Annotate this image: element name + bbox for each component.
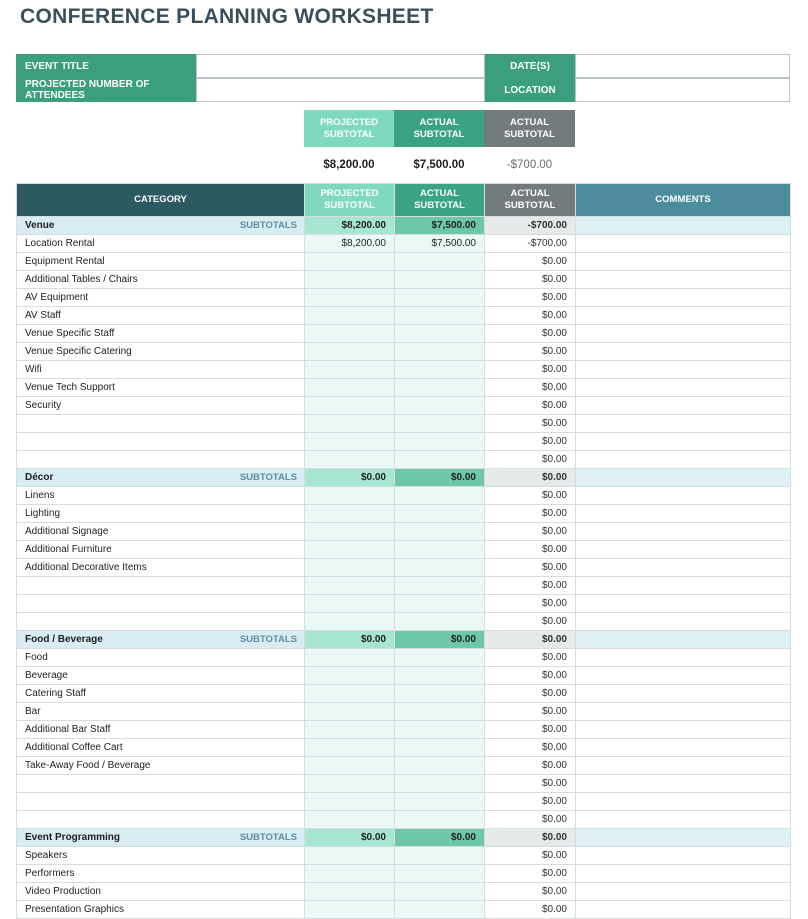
item-variance: $0.00: [485, 613, 576, 631]
item-variance: $0.00: [485, 397, 576, 415]
item-actual[interactable]: [395, 649, 485, 667]
page-title: CONFERENCE PLANNING WORKSHEET: [20, 5, 434, 28]
table-row: [17, 613, 791, 631]
item-projected[interactable]: [305, 541, 395, 559]
section-comment[interactable]: [576, 217, 791, 235]
item-projected[interactable]: [305, 847, 395, 865]
item-actual[interactable]: [395, 613, 485, 631]
section-variance: $0.00: [485, 631, 576, 649]
item-variance: $0.00: [485, 343, 576, 361]
item-variance: $0.00: [485, 361, 576, 379]
item-name[interactable]: Additional Coffee Cart: [17, 739, 305, 757]
section-row: [17, 631, 791, 649]
item-name[interactable]: Performers: [17, 865, 305, 883]
item-variance: $0.00: [485, 649, 576, 667]
item-name[interactable]: Catering Staff: [17, 685, 305, 703]
item-actual[interactable]: [395, 577, 485, 595]
item-projected[interactable]: [305, 325, 395, 343]
item-variance: $0.00: [485, 307, 576, 325]
item-variance: $0.00: [485, 847, 576, 865]
item-name[interactable]: Venue Specific Catering: [17, 343, 305, 361]
item-variance: $0.00: [485, 487, 576, 505]
item-comment[interactable]: [576, 451, 791, 469]
item-comment[interactable]: [576, 757, 791, 775]
table-row: [17, 577, 791, 595]
dates-label: DATE(S): [485, 54, 575, 78]
section-name: Event Programming: [25, 832, 121, 843]
item-variance: $0.00: [485, 289, 576, 307]
section-actual[interactable]: $7,500.00: [395, 217, 485, 235]
section-row: [17, 217, 791, 235]
table-row: [17, 811, 791, 829]
item-variance: $0.00: [485, 433, 576, 451]
item-comment[interactable]: [576, 613, 791, 631]
item-projected[interactable]: [305, 379, 395, 397]
attendees-label: PROJECTED NUMBER OF ATTENDEES: [16, 78, 196, 102]
item-actual[interactable]: [395, 901, 485, 919]
section-projected[interactable]: $8,200.00: [305, 217, 395, 235]
item-actual[interactable]: [395, 397, 485, 415]
item-variance: $0.00: [485, 541, 576, 559]
item-projected[interactable]: [305, 775, 395, 793]
section-row: [17, 829, 791, 847]
item-comment[interactable]: [576, 379, 791, 397]
item-actual[interactable]: [395, 433, 485, 451]
summary-projected-value: $8,200.00: [323, 159, 375, 171]
item-actual[interactable]: [395, 289, 485, 307]
item-comment[interactable]: [576, 361, 791, 379]
attendees-field[interactable]: [196, 78, 485, 102]
summary-variance-value: -$700.00: [506, 159, 553, 171]
table-row: [17, 865, 791, 883]
item-variance: $0.00: [485, 685, 576, 703]
section-comment[interactable]: [576, 829, 791, 847]
item-actual[interactable]: $7,500.00: [395, 235, 485, 253]
item-comment[interactable]: [576, 505, 791, 523]
item-actual[interactable]: [395, 775, 485, 793]
item-comment[interactable]: [576, 685, 791, 703]
item-actual[interactable]: [395, 865, 485, 883]
category-header: CATEGORY: [17, 184, 305, 217]
item-name[interactable]: [17, 433, 305, 451]
item-name[interactable]: AV Staff: [17, 307, 305, 325]
table-row: [17, 883, 791, 901]
item-comment[interactable]: [576, 433, 791, 451]
item-name[interactable]: Additional Tables / Chairs: [17, 271, 305, 289]
section-name: Venue: [25, 220, 55, 231]
item-variance: $0.00: [485, 523, 576, 541]
item-actual[interactable]: [395, 793, 485, 811]
section-name-cell: [17, 829, 305, 847]
item-projected[interactable]: [305, 415, 395, 433]
item-comment[interactable]: [576, 703, 791, 721]
item-variance: $0.00: [485, 505, 576, 523]
actual-header: ACTUAL SUBTOTAL: [395, 184, 485, 217]
table-row: [17, 433, 791, 451]
table-row: [17, 487, 791, 505]
item-name[interactable]: Additional Signage: [17, 523, 305, 541]
section-actual[interactable]: $0.00: [395, 829, 485, 847]
item-name[interactable]: Venue Specific Staff: [17, 325, 305, 343]
item-variance: $0.00: [485, 451, 576, 469]
item-comment[interactable]: [576, 343, 791, 361]
item-projected[interactable]: $8,200.00: [305, 235, 395, 253]
section-name-cell: [17, 469, 305, 487]
item-projected[interactable]: [305, 649, 395, 667]
table-row: [17, 739, 791, 757]
item-name[interactable]: Food: [17, 649, 305, 667]
section-comment[interactable]: [576, 469, 791, 487]
item-projected[interactable]: [305, 505, 395, 523]
item-actual[interactable]: [395, 379, 485, 397]
item-variance: $0.00: [485, 757, 576, 775]
item-variance: $0.00: [485, 379, 576, 397]
item-projected[interactable]: [305, 397, 395, 415]
item-projected[interactable]: [305, 559, 395, 577]
location-label: LOCATION: [485, 78, 575, 102]
item-variance: $0.00: [485, 325, 576, 343]
item-name[interactable]: Additional Furniture: [17, 541, 305, 559]
item-variance: $0.00: [485, 739, 576, 757]
item-comment[interactable]: [576, 415, 791, 433]
item-comment[interactable]: [576, 775, 791, 793]
variance-header: ACTUAL SUBTOTAL: [485, 184, 576, 217]
table-row: [17, 379, 791, 397]
item-actual[interactable]: [395, 811, 485, 829]
item-name[interactable]: Video Production: [17, 883, 305, 901]
item-comment[interactable]: [576, 397, 791, 415]
item-actual[interactable]: [395, 703, 485, 721]
item-comment[interactable]: [576, 739, 791, 757]
subtotals-label: SUBTOTALS: [239, 832, 297, 843]
item-projected[interactable]: [305, 793, 395, 811]
item-actual[interactable]: [395, 595, 485, 613]
table-row: [17, 595, 791, 613]
item-name[interactable]: Wifi: [17, 361, 305, 379]
item-projected[interactable]: [305, 271, 395, 289]
section-name-cell: [17, 631, 305, 649]
item-projected[interactable]: [305, 685, 395, 703]
item-projected[interactable]: [305, 901, 395, 919]
item-comment[interactable]: [576, 595, 791, 613]
item-variance: $0.00: [485, 775, 576, 793]
item-comment[interactable]: [576, 235, 791, 253]
item-actual[interactable]: [395, 559, 485, 577]
item-comment[interactable]: [576, 667, 791, 685]
section-name: Décor: [25, 472, 54, 483]
item-comment[interactable]: [576, 325, 791, 343]
item-name[interactable]: Additional Decorative Items: [17, 559, 305, 577]
item-projected[interactable]: [305, 307, 395, 325]
item-variance: $0.00: [485, 559, 576, 577]
item-variance: $0.00: [485, 721, 576, 739]
event-title-label: EVENT TITLE: [16, 54, 196, 78]
dates-field[interactable]: [575, 54, 790, 78]
item-projected[interactable]: [305, 577, 395, 595]
table-row: [17, 397, 791, 415]
section-projected[interactable]: $0.00: [305, 469, 395, 487]
item-name[interactable]: Venue Tech Support: [17, 379, 305, 397]
table-row: [17, 361, 791, 379]
item-projected[interactable]: [305, 703, 395, 721]
table-row: [17, 289, 791, 307]
table-row: [17, 703, 791, 721]
table-row: [17, 253, 791, 271]
table-row: [17, 793, 791, 811]
item-comment[interactable]: [576, 523, 791, 541]
item-actual[interactable]: [395, 667, 485, 685]
section-projected[interactable]: $0.00: [305, 829, 395, 847]
table-row: [17, 649, 791, 667]
table-row: [17, 901, 791, 919]
item-variance: $0.00: [485, 703, 576, 721]
section-variance: $0.00: [485, 829, 576, 847]
item-comment[interactable]: [576, 253, 791, 271]
table-row: [17, 847, 791, 865]
item-comment[interactable]: [576, 721, 791, 739]
item-variance: $0.00: [485, 811, 576, 829]
section-row: [17, 469, 791, 487]
item-comment[interactable]: [576, 289, 791, 307]
item-actual[interactable]: [395, 361, 485, 379]
item-projected[interactable]: [305, 883, 395, 901]
item-projected[interactable]: [305, 343, 395, 361]
item-actual[interactable]: [395, 523, 485, 541]
item-variance: $0.00: [485, 271, 576, 289]
item-name[interactable]: [17, 811, 305, 829]
item-actual[interactable]: [395, 415, 485, 433]
item-projected[interactable]: [305, 289, 395, 307]
table-row: [17, 685, 791, 703]
table-row: [17, 757, 791, 775]
section-variance: -$700.00: [485, 217, 576, 235]
section-name: Food / Beverage: [25, 634, 103, 645]
budget-table: [16, 183, 791, 919]
item-name[interactable]: Speakers: [17, 847, 305, 865]
item-actual[interactable]: [395, 271, 485, 289]
item-actual[interactable]: [395, 253, 485, 271]
item-projected[interactable]: [305, 739, 395, 757]
item-comment[interactable]: [576, 541, 791, 559]
item-projected[interactable]: [305, 487, 395, 505]
item-name[interactable]: Additional Bar Staff: [17, 721, 305, 739]
item-variance: $0.00: [485, 667, 576, 685]
table-row: [17, 541, 791, 559]
item-name[interactable]: [17, 415, 305, 433]
table-row: [17, 325, 791, 343]
section-actual[interactable]: $0.00: [395, 631, 485, 649]
item-variance: $0.00: [485, 577, 576, 595]
item-variance: $0.00: [485, 901, 576, 919]
item-actual[interactable]: [395, 307, 485, 325]
section-name-cell: [17, 217, 305, 235]
item-name[interactable]: Linens: [17, 487, 305, 505]
item-name[interactable]: [17, 775, 305, 793]
item-comment[interactable]: [576, 865, 791, 883]
item-name[interactable]: Security: [17, 397, 305, 415]
item-variance: $0.00: [485, 865, 576, 883]
item-actual[interactable]: [395, 757, 485, 775]
item-name[interactable]: Lighting: [17, 505, 305, 523]
item-actual[interactable]: [395, 487, 485, 505]
item-actual[interactable]: [395, 343, 485, 361]
item-variance: $0.00: [485, 793, 576, 811]
item-projected[interactable]: [305, 613, 395, 631]
item-comment[interactable]: [576, 649, 791, 667]
item-actual[interactable]: [395, 721, 485, 739]
item-name[interactable]: Location Rental: [17, 235, 305, 253]
item-actual[interactable]: [395, 847, 485, 865]
table-row: [17, 415, 791, 433]
section-comment[interactable]: [576, 631, 791, 649]
table-row: [17, 343, 791, 361]
item-comment[interactable]: [576, 271, 791, 289]
table-row: [17, 775, 791, 793]
table-row: [17, 667, 791, 685]
item-actual[interactable]: [395, 325, 485, 343]
item-projected[interactable]: [305, 757, 395, 775]
summary-variance-header: ACTUAL SUBTOTAL: [484, 110, 575, 147]
item-name[interactable]: AV Equipment: [17, 289, 305, 307]
summary-projected-header: PROJECTED SUBTOTAL: [304, 110, 394, 147]
item-name[interactable]: [17, 793, 305, 811]
summary-actual-header: ACTUAL SUBTOTAL: [394, 110, 484, 147]
item-comment[interactable]: [576, 811, 791, 829]
item-name[interactable]: [17, 595, 305, 613]
item-actual[interactable]: [395, 685, 485, 703]
item-comment[interactable]: [576, 307, 791, 325]
event-title-field[interactable]: [196, 54, 485, 78]
item-name[interactable]: Equipment Rental: [17, 253, 305, 271]
projected-header: PROJECTED SUBTOTAL: [305, 184, 395, 217]
item-name[interactable]: Bar: [17, 703, 305, 721]
item-name[interactable]: [17, 613, 305, 631]
item-projected[interactable]: [305, 361, 395, 379]
item-projected[interactable]: [305, 451, 395, 469]
item-variance: -$700.00: [485, 235, 576, 253]
item-actual[interactable]: [395, 739, 485, 757]
item-variance: $0.00: [485, 595, 576, 613]
item-projected[interactable]: [305, 721, 395, 739]
table-row: [17, 307, 791, 325]
item-variance: $0.00: [485, 415, 576, 433]
table-header-row: [17, 184, 791, 217]
item-comment[interactable]: [576, 577, 791, 595]
subtotals-label: SUBTOTALS: [239, 634, 297, 645]
item-projected[interactable]: [305, 523, 395, 541]
table-row: [17, 235, 791, 253]
item-projected[interactable]: [305, 811, 395, 829]
item-actual[interactable]: [395, 883, 485, 901]
table-row: [17, 505, 791, 523]
item-variance: $0.00: [485, 253, 576, 271]
item-name[interactable]: Presentation Graphics: [17, 901, 305, 919]
item-projected[interactable]: [305, 667, 395, 685]
subtotals-label: SUBTOTALS: [239, 472, 297, 483]
item-comment[interactable]: [576, 793, 791, 811]
item-projected[interactable]: [305, 253, 395, 271]
item-name[interactable]: Take-Away Food / Beverage: [17, 757, 305, 775]
item-projected[interactable]: [305, 433, 395, 451]
table-row: [17, 523, 791, 541]
comments-header: COMMENTS: [576, 184, 791, 217]
item-projected[interactable]: [305, 865, 395, 883]
item-comment[interactable]: [576, 559, 791, 577]
item-actual[interactable]: [395, 451, 485, 469]
item-comment[interactable]: [576, 487, 791, 505]
section-variance: $0.00: [485, 469, 576, 487]
location-field[interactable]: [575, 78, 790, 102]
item-variance: $0.00: [485, 883, 576, 901]
item-comment[interactable]: [576, 883, 791, 901]
table-row: [17, 559, 791, 577]
table-row: [17, 451, 791, 469]
item-comment[interactable]: [576, 901, 791, 919]
item-actual[interactable]: [395, 505, 485, 523]
item-name[interactable]: [17, 451, 305, 469]
item-comment[interactable]: [576, 847, 791, 865]
item-projected[interactable]: [305, 595, 395, 613]
summary-actual-value: $7,500.00: [413, 159, 465, 171]
table-row: [17, 271, 791, 289]
section-actual[interactable]: $0.00: [395, 469, 485, 487]
item-name[interactable]: [17, 577, 305, 595]
item-actual[interactable]: [395, 541, 485, 559]
table-row: [17, 721, 791, 739]
subtotals-label: SUBTOTALS: [239, 220, 297, 231]
item-name[interactable]: Beverage: [17, 667, 305, 685]
section-projected[interactable]: $0.00: [305, 631, 395, 649]
